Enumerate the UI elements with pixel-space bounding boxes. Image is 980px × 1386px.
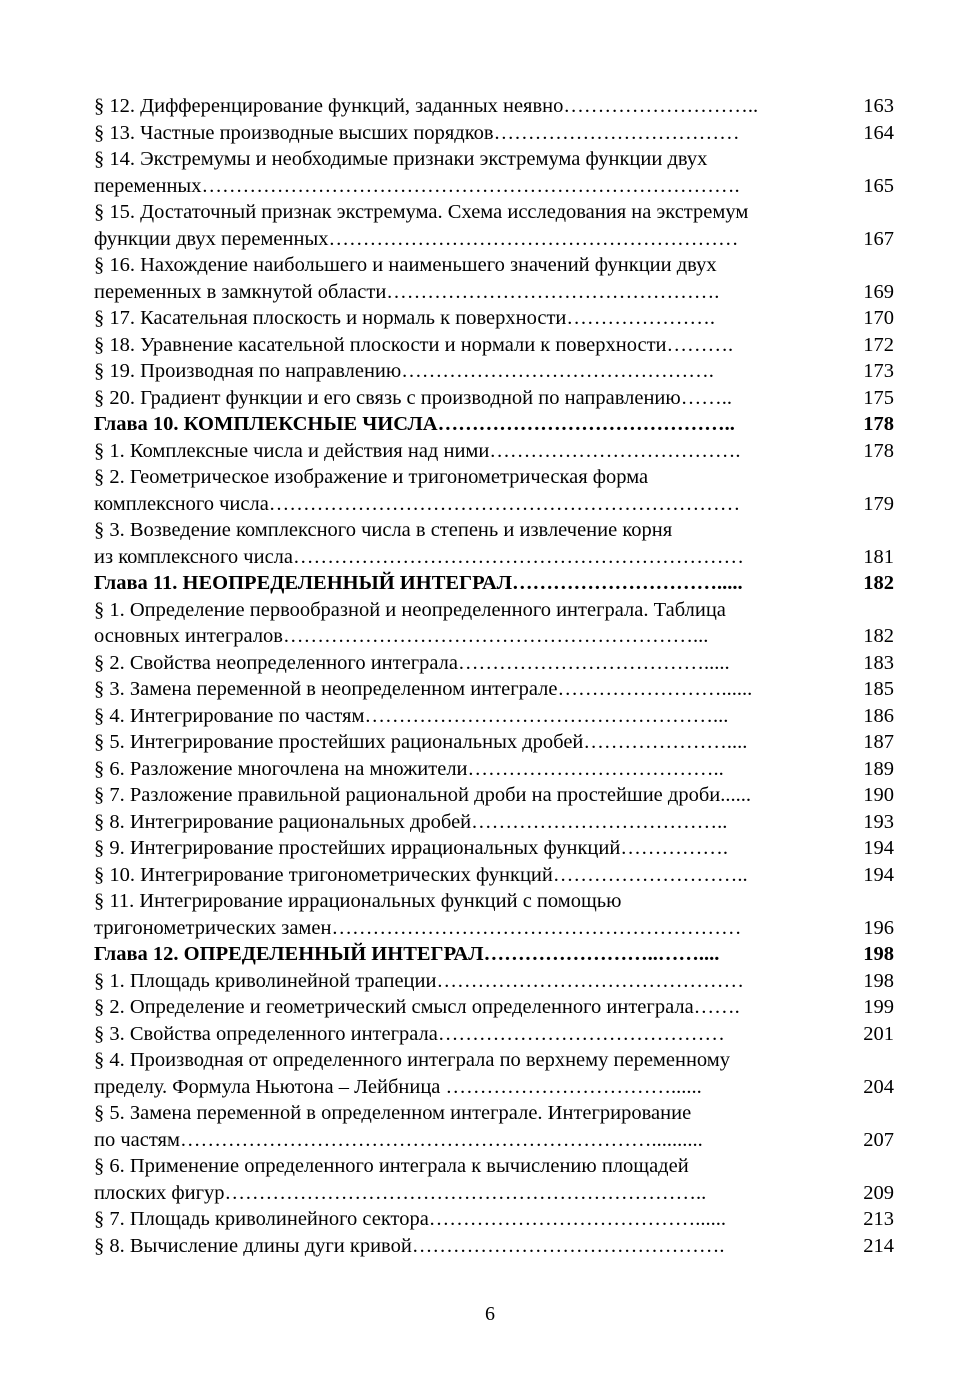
toc-entry [94, 809, 894, 836]
toc-entry-line [94, 279, 894, 306]
toc-entry-page: 187 [863, 731, 894, 753]
toc-entry [94, 888, 894, 941]
toc-entry [94, 835, 894, 862]
toc-entry-page: 165 [863, 174, 894, 197]
toc-entry-page: 204 [863, 1075, 894, 1098]
toc-entry-title: основных интегралов……………………………………………………... [94, 625, 709, 647]
toc-entry-line [94, 1021, 894, 1048]
toc-entry-line [94, 570, 894, 597]
toc-entry [94, 199, 894, 252]
toc-entry-line [94, 544, 894, 571]
toc-entry [94, 332, 894, 359]
toc-entry [94, 517, 894, 570]
toc-entry-title: комплексного числа…………………………………………………………… [94, 492, 741, 515]
toc-entry-page: 181 [863, 545, 894, 568]
toc-entry-page: 182 [863, 572, 894, 594]
toc-entry-title: § 3. Возведение комплексного числа в степень и извлечение корня [94, 519, 673, 541]
toc-entry-line [94, 729, 894, 756]
toc-entry-title: функции двух переменных…………………………………………………… [94, 227, 739, 250]
toc-entry [94, 438, 894, 465]
toc-entry-title: § 19. Производная по направлению………………………………………. [94, 360, 714, 382]
toc-entry-line [94, 385, 894, 412]
toc-entry-title: § 17. Касательная плоскость и нормаль к поверхности…………………. [94, 307, 715, 329]
toc-entry [94, 1206, 894, 1233]
toc-entry-page: 178 [863, 413, 894, 435]
toc-entry-page: 199 [863, 996, 894, 1018]
toc-entry-line [94, 1153, 894, 1180]
toc-entry-title: Глава 11. НЕОПРЕДЕЛЕННЫЙ ИНТЕГРАЛ…………………………..... [94, 572, 743, 594]
toc-entry-title: § 3. Замена переменной в неопределенном интеграле……………………...... [94, 678, 753, 700]
toc-entry-page: 196 [863, 916, 894, 939]
toc-entry-line [94, 623, 894, 650]
toc-entry-line [94, 173, 894, 200]
toc-entry-page: 163 [863, 95, 894, 117]
toc-entry [94, 676, 894, 703]
toc-entry-title: § 1. Определение первообразной и неопределенного интеграла. Таблица [94, 598, 726, 621]
toc-entry-line [94, 888, 894, 915]
toc-entry-line [94, 305, 894, 332]
toc-entry-line [94, 835, 894, 862]
toc-entry-page: 198 [863, 969, 894, 992]
toc-entry-line [94, 994, 894, 1021]
toc-entry-title: § 4. Интегрирование по частям……………………………………………... [94, 704, 729, 727]
toc-entry-line [94, 438, 894, 465]
toc-entry [94, 305, 894, 332]
toc-entry-title: § 5. Интегрирование простейших рациональных дробей………………….... [94, 731, 748, 753]
toc-entry-line [94, 252, 894, 279]
toc-entry-title: из комплексного числа………………………………………………………… [94, 545, 744, 568]
toc-entry-page: 167 [863, 227, 894, 250]
toc-entry [94, 358, 894, 385]
toc-entry-title: § 15. Достаточный признак экстремума. Схема исследования на экстремум [94, 201, 749, 223]
toc-entry-title: § 8. Вычисление длины дуги кривой………………………………………. [94, 1234, 725, 1257]
toc-entry-title: тригонометрических замен…………………………………………………… [94, 916, 742, 939]
toc-entry [94, 120, 894, 147]
toc-entry-page: 193 [863, 810, 894, 833]
toc-entry-line [94, 782, 894, 809]
toc-entry-page: 209 [863, 1181, 894, 1204]
toc-entry-line [94, 597, 894, 624]
toc-entry-title: § 16. Нахождение наибольшего и наименьшего значений функции двух [94, 254, 717, 276]
toc-entry-line [94, 676, 894, 703]
toc-entry-title: § 18. Уравнение касательной плоскости и нормали к поверхности………. [94, 333, 734, 356]
toc-entry-line [94, 1074, 894, 1101]
table-of-contents [94, 93, 894, 1259]
toc-entry-title: § 5. Замена переменной в определенном интеграле. Интегрирование [94, 1102, 692, 1124]
toc-entry-title: § 3. Свойства определенного интеграла…………………………………… [94, 1022, 725, 1045]
toc-entry-page: 214 [863, 1234, 894, 1257]
toc-entry-page: 182 [863, 625, 894, 647]
toc-entry-page: 175 [863, 386, 894, 409]
toc-entry [94, 597, 894, 650]
toc-entry-line [94, 703, 894, 730]
toc-entry-line [94, 411, 894, 438]
toc-entry-title: плоских фигур…………………………………………………………….. [94, 1181, 707, 1204]
toc-entry-line [94, 915, 894, 942]
toc-entry-title: Глава 12. ОПРЕДЕЛЕННЫЙ ИНТЕГРАЛ……………………..…….... [94, 943, 720, 965]
toc-entry-line [94, 517, 894, 544]
toc-entry [94, 756, 894, 783]
toc-entry [94, 650, 894, 677]
toc-entry-line [94, 1180, 894, 1207]
toc-entry-line [94, 1206, 894, 1233]
toc-entry [94, 464, 894, 517]
toc-entry-page: 169 [863, 280, 894, 303]
toc-entry-title: § 10. Интегрирование тригонометрических функций……………………….. [94, 863, 748, 886]
toc-entry [94, 968, 894, 995]
toc-entry-page: 201 [863, 1022, 894, 1045]
toc-entry-line [94, 491, 894, 518]
toc-entry-line [94, 1127, 894, 1154]
toc-entry-line [94, 1100, 894, 1127]
toc-entry-line [94, 332, 894, 359]
toc-entry-title: по частям…………………………………………………………….......... [94, 1128, 703, 1151]
toc-entry [94, 385, 894, 412]
toc-entry-line [94, 464, 894, 491]
toc-entry-page: 186 [863, 704, 894, 727]
toc-entry-title: § 6. Разложение многочлена на множители……………………………….. [94, 757, 724, 780]
toc-entry-title: § 7. Площадь криволинейного сектора…………………………………...... [94, 1208, 727, 1230]
toc-entry-title: § 7. Разложение правильной рациональной дроби на простейшие дроби...... [94, 784, 751, 806]
toc-entry [94, 782, 894, 809]
toc-entry-line [94, 650, 894, 677]
toc-entry [94, 1021, 894, 1048]
toc-entry-page: 179 [863, 492, 894, 515]
toc-entry-title: переменных в замкнутой области…………………………………………. [94, 280, 720, 303]
toc-entry-title: § 9. Интегрирование простейших иррациональных функций……………. [94, 837, 728, 859]
toc-entry [94, 862, 894, 889]
toc-entry-title: § 12. Дифференцирование функций, заданных неявно……………………….. [94, 95, 759, 117]
toc-entry-title: пределу. Формула Ньютона – Лейбница ……………………………...... [94, 1075, 702, 1098]
toc-entry-title: переменных……………………………………………………………………. [94, 174, 740, 197]
toc-entry-page: 170 [863, 307, 894, 329]
toc-chapter-entry [94, 570, 894, 597]
toc-entry [94, 1100, 894, 1153]
toc-entry-line [94, 809, 894, 836]
toc-entry-title: § 4. Производная от определенного интеграла по верхнему переменному [94, 1049, 731, 1071]
toc-entry-line [94, 146, 894, 173]
toc-entry-title: § 2. Свойства неопределенного интеграла………………………………..... [94, 651, 730, 674]
toc-entry [94, 994, 894, 1021]
toc-entry-line [94, 941, 894, 968]
toc-entry-title: § 20. Градиент функции и его связь с производной по направлению…….. [94, 386, 732, 409]
toc-entry-title: § 8. Интегрирование рациональных дробей……………………………….. [94, 810, 728, 833]
toc-entry-title: § 11. Интегрирование иррациональных функций с помощью [94, 890, 622, 912]
toc-entry-title: § 1. Площадь криволинейной трапеции……………………………………… [94, 969, 744, 992]
toc-entry [94, 1233, 894, 1260]
toc-entry-page: 164 [863, 121, 894, 144]
toc-entry-line [94, 1233, 894, 1260]
toc-entry-page: 189 [863, 757, 894, 780]
toc-entry-title: § 6. Применение определенного интеграла к вычислению площадей [94, 1155, 689, 1177]
toc-entry-line [94, 226, 894, 253]
toc-entry-page: 213 [863, 1208, 894, 1230]
toc-entry [94, 703, 894, 730]
toc-entry-title: Глава 10. КОМПЛЕКСНЫЕ ЧИСЛА…………………………………….. [94, 413, 735, 435]
toc-entry-page: 185 [863, 678, 894, 700]
toc-entry-page: 178 [863, 439, 894, 462]
toc-entry-page: 173 [863, 360, 894, 382]
toc-entry-line [94, 120, 894, 147]
toc-entry-page: 194 [863, 837, 894, 859]
toc-entry [94, 93, 894, 120]
toc-entry-page: 190 [863, 784, 894, 806]
toc-entry-line [94, 756, 894, 783]
toc-entry [94, 1047, 894, 1100]
toc-entry-title: § 13. Частные производные высших порядков……………………………… [94, 121, 740, 144]
toc-entry-page: 194 [863, 863, 894, 886]
toc-entry-line [94, 93, 894, 120]
toc-entry-page: 183 [863, 651, 894, 674]
toc-entry-line [94, 862, 894, 889]
toc-entry [94, 729, 894, 756]
toc-entry [94, 1153, 894, 1206]
toc-entry-page: 172 [863, 333, 894, 356]
toc-chapter-entry [94, 411, 894, 438]
toc-entry [94, 146, 894, 199]
toc-entry-title: § 14. Экстремумы и необходимые признаки экстремума функции двух [94, 148, 708, 170]
toc-entry-page: 207 [863, 1128, 894, 1151]
toc-entry-title: § 2. Определение и геометрический смысл определенного интеграла……. [94, 996, 740, 1018]
toc-entry-title: § 2. Геометрическое изображение и тригонометрическая форма [94, 466, 649, 488]
toc-entry [94, 252, 894, 305]
toc-entry-line [94, 1047, 894, 1074]
page-number: 6 [485, 1303, 495, 1325]
toc-chapter-entry [94, 941, 894, 968]
toc-entry-line [94, 199, 894, 226]
toc-entry-line [94, 968, 894, 995]
toc-entry-line [94, 358, 894, 385]
toc-entry-page: 198 [863, 943, 894, 965]
toc-entry-title: § 1. Комплексные числа и действия над ними………………………………. [94, 439, 741, 462]
